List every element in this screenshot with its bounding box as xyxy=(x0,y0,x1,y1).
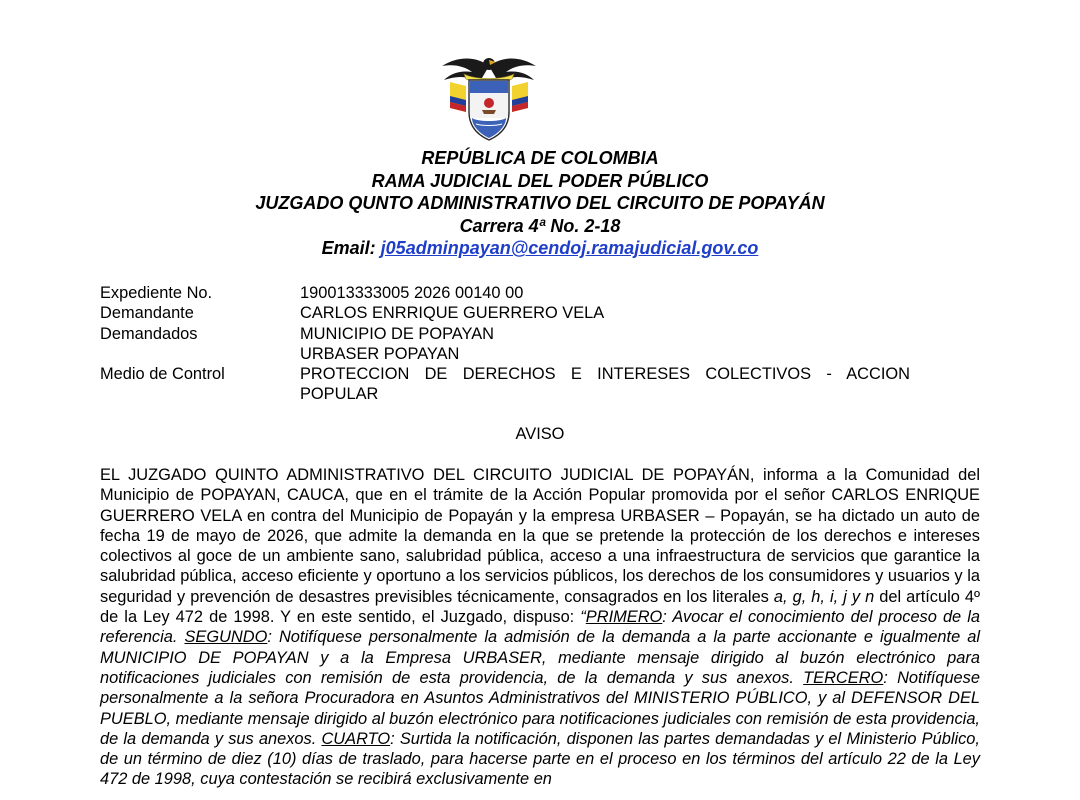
court-header xyxy=(0,147,1080,260)
header-branch: RAMA JUDICIAL DEL PODER PÚBLICO xyxy=(371,170,709,191)
email-label: Email: xyxy=(321,238,376,258)
medio-control-line-2: POPULAR xyxy=(300,385,379,404)
medio-control-value xyxy=(300,364,910,405)
quote-open: “ xyxy=(580,608,586,627)
header-email-line xyxy=(0,237,1080,260)
paragraph-intro-end: del artículo 4º de la Ley 472 de 1998. Y en este sentido, el Juzgado, dispuso: xyxy=(100,587,980,627)
literales: a, g, h, i, j y n xyxy=(773,587,875,606)
paragraph-intro: EL JUZGADO QUINTO ADMINISTRATIVO DEL CIRCUITO JUDICIAL DE POPAYÁN, informa a la Comunidad del Municipio de POPAYAN, CAUCA, que en el trámite de la Acción Popular promovida por el señor CARLOS ENRIQUE GUERRERO VELA en contra del Municipio de Popayán y la empresa URBASER – Popayán, se ha dictado un auto de fecha 19 de mayo de 2026, que admite la demanda en la que se pretende la protección de los derechos e intereses colectivos al goce de un ambiente sano, salubridad pública, acceso a una infraestructura de servicios que garantice la salubridad pública, acceso eficiente y oportuno a los servicios públicos, los derechos de los consumidores y usuarios y la seguridad y prevención de desastres previsibles técnicamente, consagrados en los literales xyxy=(100,466,980,606)
demandados-row xyxy=(100,324,910,365)
expediente-value: 190013333005 2026 00140 00 xyxy=(300,284,524,302)
expediente-label: Expediente No. xyxy=(100,284,213,302)
header-address: Carrera 4ª No. 2-18 xyxy=(459,215,621,236)
demandado-2: URBASER POPAYAN xyxy=(300,344,460,363)
header-court: JUZGADO QUNTO ADMINISTRATIVO DEL CIRCUITO DE POPAYÁN xyxy=(255,193,825,213)
medio-control-row xyxy=(100,364,910,405)
header-country: REPÚBLICA DE COLOMBIA xyxy=(421,148,659,168)
tercero-heading: TERCERO xyxy=(803,668,884,687)
medio-control-label: Medio de Control xyxy=(100,365,225,384)
notice-body xyxy=(100,465,980,790)
primero-text: : Avocar el conocimiento del proceso de la referencia. xyxy=(100,608,981,647)
email-link[interactable]: j05adminpayan@cendoj.ramajudicial.gov.co xyxy=(380,238,759,258)
demandados-value xyxy=(300,324,910,365)
medio-control-line-1: PROTECCION DE DERECHOS E INTERESES COLECTIVOS - ACCION xyxy=(300,365,910,384)
segundo-text: : Notifíquese personalmente la admisión de la demanda a la parte accionante e igualmente al MUNICIPIO DE POPAYAN y a la Empresa URBASER, mediante mensaje dirigido al buzón electrónico para notificaciones judiciales con remisión de esta providencia, de la demanda y sus anexos. xyxy=(100,628,980,687)
notice-paragraph xyxy=(100,465,980,790)
colombia-coat-of-arms-icon xyxy=(436,52,542,144)
expediente-row xyxy=(100,283,910,303)
demandado-1: MUNICIPIO DE POPAYAN xyxy=(300,324,494,343)
primero-heading: PRIMERO xyxy=(585,608,663,627)
tercero-text: : Notifíquese personalmente a la señora Procuradora en Asuntos Administrativos del MINISTERIO PÚBLICO, y al DEFENSOR DEL PUEBLO, mediante mensaje dirigido al buzón electrónico para notificaciones judiciales con remisión de esta providencia, de la demanda y sus anexos. xyxy=(100,668,980,748)
case-info xyxy=(100,283,910,405)
cuarto-heading: CUARTO xyxy=(321,729,391,748)
segundo-heading: SEGUNDO xyxy=(184,628,268,647)
document-title: AVISO xyxy=(515,425,565,443)
demandante-value: CARLOS ENRRIQUE GUERRERO VELA xyxy=(300,304,605,323)
cuarto-text: : Surtida la notificación, disponen las partes demandadas y el Ministerio Público, de un término de diez (10) días de traslado, para hacerse parte en el proceso en los términos del artículo 22 de la Ley 472 de 1998, cuya contestación se recibirá exclusivamente en xyxy=(100,729,980,789)
demandados-label: Demandados xyxy=(100,324,198,343)
demandante-label: Demandante xyxy=(100,304,194,323)
demandante-row xyxy=(100,303,910,323)
